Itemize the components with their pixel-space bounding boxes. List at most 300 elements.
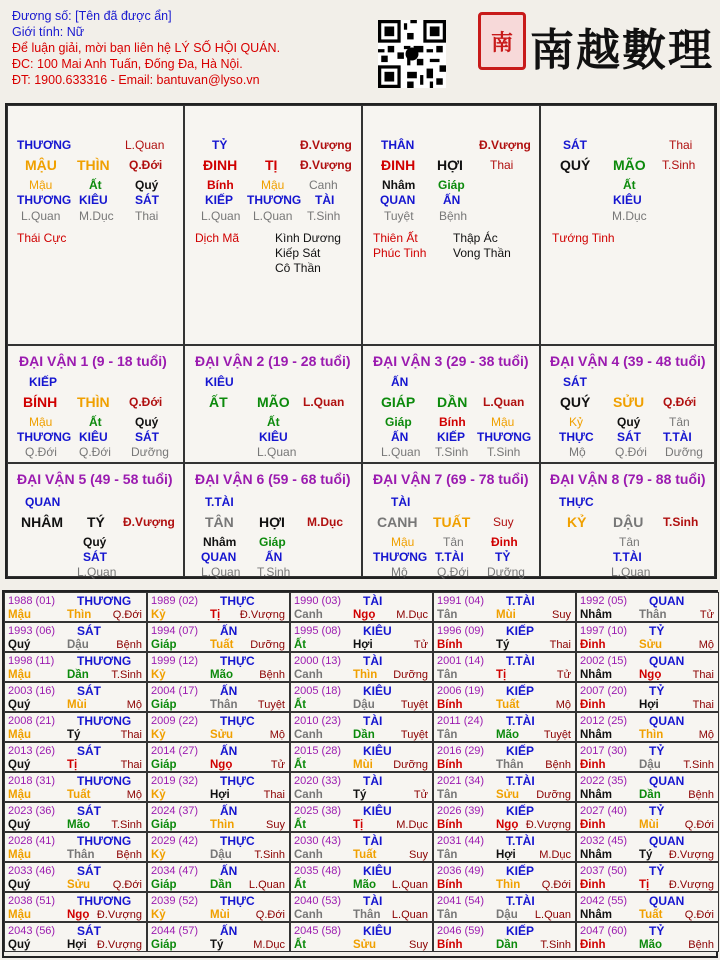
dai-van-3-chi: DẦN	[437, 394, 468, 410]
year-chi: Tý	[67, 729, 81, 741]
year-can: Quý	[8, 699, 31, 711]
year-cell	[576, 712, 719, 742]
year-stage: Q.Đới	[112, 879, 142, 891]
phone-email-line[interactable]: ĐT: 1900.633316 - Email: bantuvan@lyso.vn	[12, 73, 260, 87]
year-star: TỶ	[649, 924, 665, 938]
year-label: 2041 (54)	[437, 895, 485, 907]
year-chi: Dậu	[67, 639, 89, 651]
dai-van-7-star: TÀI	[391, 495, 411, 509]
gioi-tinh: Giới tính: Nữ	[12, 25, 85, 39]
pillar-1-hidden-stage-2: M.Dục	[79, 209, 114, 223]
pillar-2-than-sat-1: Dịch Mã	[195, 231, 240, 245]
year-can: Ất	[294, 639, 307, 651]
year-can: Bính	[437, 699, 463, 711]
year-can: Đinh	[580, 819, 606, 831]
year-chi: Dậu	[353, 699, 375, 711]
dai-van-7-stage: Suy	[493, 515, 514, 529]
year-can: Tân	[437, 909, 458, 921]
year-star: ẤN	[220, 684, 238, 698]
year-can: Ất	[294, 759, 307, 771]
contact-line: Để luận giải, mời bạn liên hệ LÝ SỐ HỘI QUÁN.	[12, 41, 281, 55]
year-cell	[147, 922, 290, 952]
year-stage: Thai	[692, 699, 714, 711]
year-cell	[576, 652, 719, 682]
dai-van-1-h2-1: KIÊU	[79, 430, 108, 444]
year-can: Canh	[294, 789, 323, 801]
year-stage: Tử	[413, 789, 428, 801]
dai-van-3-h1-2: Mậu	[491, 415, 515, 429]
year-stage: Đ.Vượng	[525, 819, 571, 831]
year-cell	[433, 802, 576, 832]
year-can: Canh	[294, 609, 323, 621]
year-stage: T.Sinh	[683, 759, 714, 771]
dai-van-8-h2-0: T.TÀI	[613, 550, 642, 564]
year-label: 2023 (36)	[8, 805, 56, 817]
year-stage: Q.Đới	[112, 609, 142, 621]
dai-van-3-h2-2: THƯƠNG	[477, 430, 532, 444]
year-star: THỰC	[220, 774, 255, 788]
year-stage: Đ.Vượng	[668, 849, 714, 861]
dai-van-8-chi: DẬU	[613, 514, 644, 530]
pillar-4-can: QUÝ	[560, 157, 591, 173]
year-star: TỶ	[649, 744, 665, 758]
year-chi: Tuất	[639, 909, 663, 921]
year-star: THƯƠNG	[77, 594, 132, 608]
dai-van-6-chi: HỢI	[259, 514, 285, 530]
year-stage: Đ.Vượng	[668, 879, 714, 891]
year-label: 1989 (02)	[151, 595, 199, 607]
year-cell	[147, 652, 290, 682]
year-cell	[4, 592, 147, 622]
year-can: Ất	[294, 879, 307, 891]
year-stage: L.Quan	[534, 909, 571, 921]
dai-van-5-h3-0: L.Quan	[77, 565, 117, 579]
pillar-2-than-sat-2: Kình Dương	[275, 231, 341, 245]
year-can: Kỷ	[151, 669, 166, 681]
year-cell	[576, 892, 719, 922]
year-star: KIẾP	[506, 744, 535, 758]
dai-van-3-h3-1: T.Sinh	[435, 445, 469, 459]
brand-logo: 南越數理	[530, 25, 714, 76]
pillar-3-than-sat-4: Vong Thần	[453, 246, 511, 260]
pillar-1-stage: Q.Đới	[129, 158, 163, 172]
year-star: THƯƠNG	[77, 654, 132, 668]
year-chi: Mùi	[210, 909, 230, 921]
year-chi: Mão	[496, 729, 519, 741]
dai-van-6-h1-1: Giáp	[259, 535, 286, 549]
year-star: KIÊU	[363, 624, 392, 638]
year-stage: Tử	[413, 639, 428, 651]
year-label: 1995 (08)	[294, 625, 342, 637]
year-cell	[576, 592, 719, 622]
year-stage: T.Sinh	[540, 939, 571, 951]
year-stage: Tử	[556, 669, 571, 681]
year-stage: L.Quan	[248, 879, 285, 891]
year-stage: Mộ	[126, 789, 142, 801]
year-chi: Mão	[639, 939, 662, 951]
year-can: Bính	[437, 759, 463, 771]
year-label: 2036 (49)	[437, 865, 485, 877]
dai-van-5-stage: Đ.Vượng	[123, 515, 175, 529]
year-cell	[147, 832, 290, 862]
year-star: QUAN	[649, 594, 685, 608]
year-cell	[4, 832, 147, 862]
year-label: 2040 (53)	[294, 895, 342, 907]
year-cell	[576, 622, 719, 652]
year-stage: M.Dục	[539, 849, 571, 861]
pillar-3-hidden-stage-2: Bệnh	[439, 209, 468, 223]
dai-van-4-h1-1: Quý	[617, 415, 641, 429]
year-chi: Tị	[496, 669, 507, 681]
pillar-2-than-sat-4: Cô Thần	[275, 261, 321, 275]
year-label: 2020 (33)	[294, 775, 342, 787]
year-chi: Tý	[496, 639, 510, 651]
year-can: Kỷ	[151, 849, 166, 861]
year-stage: Suy	[552, 609, 571, 621]
dai-van-8-h3-0: L.Quan	[611, 565, 651, 579]
year-stage: Q.Đới	[255, 909, 285, 921]
year-can: Kỷ	[151, 729, 166, 741]
year-star: QUAN	[649, 894, 685, 908]
pillar-1-hidden-stage-3: Thai	[135, 209, 159, 223]
pillar-3-hidden-can-1: Nhâm	[382, 178, 416, 192]
year-cell	[433, 712, 576, 742]
year-cell	[4, 682, 147, 712]
dai-van-1-stage: Q.Đới	[129, 395, 163, 409]
pillar-2-hidden-star-3: TÀI	[315, 193, 335, 207]
year-can: Giáp	[151, 879, 177, 891]
year-star: T.TÀI	[506, 834, 535, 848]
year-can: Quý	[8, 819, 31, 831]
dai-van-5-star: QUAN	[25, 495, 61, 509]
year-chi: Ngọ	[210, 759, 233, 771]
year-chi: Tuất	[210, 639, 234, 651]
dai-van-4-can: QUÝ	[560, 394, 591, 410]
year-cell	[576, 682, 719, 712]
year-stage: Mộ	[698, 729, 714, 741]
year-can: Bính	[437, 819, 463, 831]
year-label: 1993 (06)	[8, 625, 56, 637]
year-can: Ất	[294, 819, 307, 831]
year-chi: Thân	[353, 909, 381, 921]
dai-van-1-h3-0: Q.Đới	[25, 445, 57, 459]
year-star: KIẾP	[506, 924, 535, 938]
year-chi: Sửu	[639, 639, 663, 651]
year-can: Quý	[8, 879, 31, 891]
year-can: Giáp	[151, 939, 177, 951]
year-star: QUAN	[649, 834, 685, 848]
year-chi: Tuất	[353, 849, 377, 861]
year-stage: Mộ	[269, 729, 285, 741]
pillar-4-hidden-star-1: KIÊU	[613, 193, 642, 207]
year-chi: Hợi	[639, 699, 659, 711]
year-label: 2037 (50)	[580, 865, 628, 877]
year-cell	[290, 772, 433, 802]
year-can: Đinh	[580, 939, 606, 951]
year-star: TỶ	[649, 624, 665, 638]
year-label: 2039 (52)	[151, 895, 199, 907]
year-star: KIÊU	[363, 864, 392, 878]
year-label: 2000 (13)	[294, 655, 342, 667]
pillar-1-top-star: THƯƠNG	[17, 138, 72, 152]
dai-van-2-h1-0: Ất	[267, 415, 280, 429]
year-label: 2014 (27)	[151, 745, 199, 757]
year-chi: Mão	[210, 669, 233, 681]
year-label: 2021 (34)	[437, 775, 485, 787]
year-cell	[4, 892, 147, 922]
year-can: Canh	[294, 729, 323, 741]
year-star: SÁT	[77, 744, 101, 758]
year-star: TỶ	[649, 804, 665, 818]
dai-van-2-can: ẤT	[209, 394, 228, 410]
year-chi: Tý	[639, 849, 653, 861]
year-label: 2025 (38)	[294, 805, 342, 817]
year-star: THƯƠNG	[77, 714, 132, 728]
year-chi: Mão	[67, 819, 90, 831]
year-can: Bính	[437, 639, 463, 651]
dai-van-6-title: ĐẠI VẬN 6 (59 - 68 tuổi)	[195, 471, 351, 487]
year-label: 1992 (05)	[580, 595, 628, 607]
year-can: Đinh	[580, 879, 606, 891]
year-can: Giáp	[151, 819, 177, 831]
pillar-3-stage: Thai	[490, 158, 514, 172]
dai-van-8-h1-0: Tân	[619, 535, 640, 549]
dai-van-5-h2-0: SÁT	[83, 550, 107, 564]
pillar-2-can: ĐINH	[203, 157, 238, 173]
year-stage: Đ.Vượng	[239, 609, 285, 621]
year-chi: Tị	[639, 879, 650, 891]
year-label: 2046 (59)	[437, 925, 485, 937]
pillar-4-top-stage: Thai	[669, 138, 693, 152]
year-star: KIÊU	[363, 684, 392, 698]
year-cell	[290, 712, 433, 742]
year-label: 2011 (24)	[437, 715, 484, 727]
year-label: 2042 (55)	[580, 895, 628, 907]
pillar-3-hidden-star-1: QUAN	[380, 193, 416, 207]
year-label: 2008 (21)	[8, 715, 56, 727]
year-chi: Tuất	[67, 789, 91, 801]
year-can: Quý	[8, 939, 31, 951]
dai-van-6-star: T.TÀI	[205, 495, 234, 509]
dai-van-7-h3-2: Dưỡng	[487, 565, 525, 579]
year-label: 2018 (31)	[8, 775, 56, 787]
year-stage: Bệnh	[545, 759, 571, 771]
dai-van-4-stage: Q.Đới	[663, 395, 697, 409]
year-star: TÀI	[363, 714, 383, 728]
year-stage: T.Sinh	[254, 849, 285, 861]
dai-van-3-title: ĐẠI VẬN 3 (29 - 38 tuổi)	[373, 353, 529, 369]
qr-code-icon[interactable]	[378, 20, 446, 88]
year-cell	[4, 922, 147, 952]
year-star: SÁT	[77, 924, 101, 938]
year-chi: Sửu	[67, 879, 91, 891]
year-star: THỰC	[220, 654, 255, 668]
dai-van-1-h2-2: SÁT	[135, 430, 159, 444]
year-stage: Bệnh	[116, 639, 142, 651]
year-stage: Dưỡng	[250, 639, 285, 651]
pillar-4-top-star: SÁT	[563, 138, 587, 152]
year-chi: Dần	[353, 729, 375, 741]
year-label: 1998 (11)	[8, 655, 55, 667]
year-stage: M.Dục	[253, 939, 285, 951]
year-cell	[147, 892, 290, 922]
dai-van-5-h1-0: Quý	[83, 535, 107, 549]
year-star: TÀI	[363, 594, 383, 608]
year-star: T.TÀI	[506, 654, 535, 668]
pillar-1-hidden-star-2: KIÊU	[79, 193, 108, 207]
pillar-1-hidden-can-3: Quý	[135, 178, 159, 192]
year-star: QUAN	[649, 774, 685, 788]
year-chi: Hợi	[210, 789, 230, 801]
year-label: 2004 (17)	[151, 685, 199, 697]
year-label: 2034 (47)	[151, 865, 199, 877]
luu-nien-table	[2, 590, 718, 958]
year-chi: Tị	[67, 759, 78, 771]
year-can: Nhâm	[580, 909, 612, 921]
year-label: 2009 (22)	[151, 715, 199, 727]
year-stage: Thai	[120, 759, 142, 771]
year-can: Tân	[437, 849, 458, 861]
dai-van-3-h2-0: ẤN	[391, 430, 409, 444]
dai-van-7-h2-2: TỶ	[495, 550, 511, 564]
year-can: Nhâm	[580, 789, 612, 801]
year-label: 1991 (04)	[437, 595, 485, 607]
year-chi: Thân	[210, 699, 238, 711]
year-cell	[290, 892, 433, 922]
year-cell	[290, 592, 433, 622]
year-label: 2032 (45)	[580, 835, 628, 847]
dai-van-7-h3-0: Mộ	[391, 565, 408, 579]
year-stage: Bệnh	[259, 669, 285, 681]
year-chi: Dậu	[496, 909, 518, 921]
year-cell	[290, 622, 433, 652]
dai-van-8-can: KỶ	[567, 514, 587, 530]
dai-van-1-star: KIẾP	[29, 375, 58, 389]
year-chi: Mão	[353, 879, 376, 891]
year-stage: Q.Đới	[541, 879, 571, 891]
year-chi: Dần	[210, 879, 232, 891]
year-can: Giáp	[151, 759, 177, 771]
year-star: THỰC	[220, 894, 255, 908]
dai-van-7-h2-0: THƯƠNG	[373, 550, 428, 564]
year-label: 2013 (26)	[8, 745, 56, 757]
year-star: QUAN	[649, 654, 685, 668]
year-star: T.TÀI	[506, 714, 535, 728]
pillar-1-hidden-star-1: THƯƠNG	[17, 193, 72, 207]
pillar-4-stage: T.Sinh	[662, 158, 696, 172]
pillar-4-hidden-stage-1: M.Dục	[612, 209, 647, 223]
year-cell	[147, 682, 290, 712]
year-stage: Thai	[263, 789, 285, 801]
year-label: 2038 (51)	[8, 895, 56, 907]
dai-van-4-h3-1: Q.Đới	[615, 445, 647, 459]
dai-van-2-h3-0: L.Quan	[257, 445, 297, 459]
year-label: 2015 (28)	[294, 745, 342, 757]
year-cell	[433, 742, 576, 772]
year-label: 2001 (14)	[437, 655, 485, 667]
pillar-2-hidden-stage-2: L.Quan	[253, 209, 293, 223]
year-can: Canh	[294, 669, 323, 681]
year-label: 2007 (20)	[580, 685, 628, 697]
year-label: 2022 (35)	[580, 775, 628, 787]
year-cell	[576, 802, 719, 832]
year-can: Kỷ	[151, 609, 166, 621]
year-label: 2030 (43)	[294, 835, 342, 847]
year-can: Bính	[437, 879, 463, 891]
year-star: QUAN	[649, 714, 685, 728]
dai-van-6-h1-0: Nhâm	[203, 535, 237, 549]
year-stage: Tuyệt	[543, 729, 571, 741]
dai-van-4-h2-2: T.TÀI	[663, 430, 692, 444]
year-cell	[147, 742, 290, 772]
year-star: T.TÀI	[506, 894, 535, 908]
pillar-2-hidden-can-3: Canh	[309, 178, 338, 192]
year-label: 2017 (30)	[580, 745, 628, 757]
year-label: 2005 (18)	[294, 685, 342, 697]
year-chi: Hợi	[496, 849, 516, 861]
year-cell	[290, 652, 433, 682]
year-can: Mậu	[8, 609, 31, 621]
year-cell	[576, 742, 719, 772]
year-cell	[576, 862, 719, 892]
dai-van-4-h1-0: Kỷ	[569, 415, 584, 429]
year-star: TỶ	[649, 864, 665, 878]
year-label: 1997 (10)	[580, 625, 628, 637]
year-star: ẤN	[220, 864, 238, 878]
year-label: 2045 (58)	[294, 925, 342, 937]
dai-van-4-h2-1: SÁT	[617, 430, 641, 444]
pillar-3-chi: HỢI	[437, 157, 463, 173]
year-star: KIẾP	[506, 864, 535, 878]
dai-van-3-star: ẤN	[391, 375, 409, 389]
year-stage: Đ.Vượng	[96, 939, 142, 951]
year-star: TỶ	[649, 684, 665, 698]
year-stage: Q.Đới	[684, 819, 714, 831]
year-label: 2002 (15)	[580, 655, 628, 667]
pillar-2-top-stage: Đ.Vượng	[300, 138, 352, 152]
pillar-4-hidden-can-1: Ất	[623, 178, 636, 192]
year-stage: Mộ	[555, 699, 571, 711]
year-cell	[4, 712, 147, 742]
year-stage: Dưỡng	[393, 759, 428, 771]
year-stage: Bệnh	[688, 789, 714, 801]
year-star: TÀI	[363, 774, 383, 788]
year-star: KIẾP	[506, 624, 535, 638]
year-stage: Suy	[409, 849, 428, 861]
chart-grid	[5, 103, 717, 579]
year-chi: Thìn	[639, 729, 664, 741]
year-star: T.TÀI	[506, 774, 535, 788]
year-star: THỰC	[220, 594, 255, 608]
year-label: 2003 (16)	[8, 685, 56, 697]
dai-van-6-h2-0: QUAN	[201, 550, 237, 564]
header-info	[12, 8, 372, 88]
year-label: 2026 (39)	[437, 805, 485, 817]
year-cell	[433, 892, 576, 922]
year-stage: M.Dục	[396, 819, 428, 831]
dai-van-3-h1-1: Bính	[439, 415, 466, 429]
dai-van-4-h2-0: THỰC	[559, 430, 594, 444]
year-can: Canh	[294, 849, 323, 861]
pillar-1-hidden-stage-1: L.Quan	[21, 209, 61, 223]
year-chi: Thìn	[67, 609, 92, 621]
pillar-3-than-sat-3: Thập Ác	[453, 231, 498, 245]
year-can: Đinh	[580, 699, 606, 711]
year-cell	[433, 682, 576, 712]
year-stage: T.Sinh	[111, 669, 142, 681]
pillar-3-top-stage: Đ.Vượng	[479, 138, 531, 152]
year-chi: Mùi	[639, 819, 659, 831]
